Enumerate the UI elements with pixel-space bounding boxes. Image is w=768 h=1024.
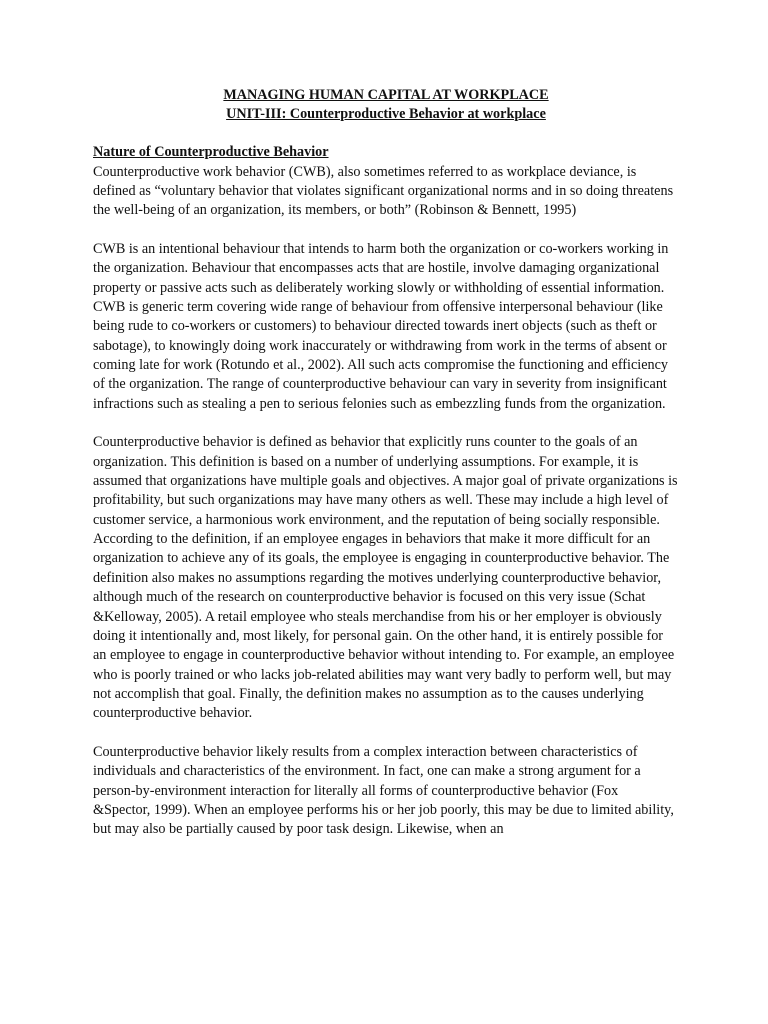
- document-title: MANAGING HUMAN CAPITAL AT WORKPLACE: [223, 87, 549, 103]
- section-heading: Nature of Counterproductive Behavior: [93, 144, 329, 161]
- paragraph-2: CWB is an intentional behaviour that intends to harm both the organization or co-workers working in the organization. Behaviour that encompasses acts that are hostile, involve damaging organizational property or passive acts such as deliberately working slowly or withholding of essential information. CWB is generic term covering wide range of behaviour from offensive interpersonal behaviour (like being rude to co-workers or customers) to behaviour directed towards inert objects (such as theft or sabotage), to knowingly doing work inaccurately or withdrawing from work in the terms of absent or coming late for work (Rotundo et al., 2002). All such acts compromise the functioning and efficiency of the organization. The range of counterproductive behaviour can vary in severity from insignificant infractions such as stealing a pen to serious felonies such as embezzling funds from the organization.: [93, 240, 669, 412]
- paragraph-1: Counterproductive work behavior (CWB), also sometimes referred to as workplace deviance, is defined as “voluntary behavior that violates significant organizational norms and in so doing threatens the well-being of an organization, its members, or both” (Robinson & Bennett, 1995): [93, 163, 674, 219]
- paragraph-4: Counterproductive behavior likely results from a complex interaction between characteristics of individuals and characteristics of the environment. In fact, one can make a strong argument for a person-by-environment interaction for literally all forms of counterproductive behavior (Fox &Spector, 1999). When an employee performs his or her job poorly, this may be due to limited ability, but may also be partially caused by poor task design. Likewise, when an: [93, 743, 674, 838]
- paragraph-3: Counterproductive behavior is defined as behavior that explicitly runs counter to the goals of an organization. This definition is based on a number of underlying assumptions. For example, it is assumed that organizations have multiple goals and objectives. A major goal of private organizations is profitability, but such organizations may have many others as well. These may include a high level of customer service, a harmonious work environment, and the reputation of being socially responsible. According to the definition, if an employee engages in behaviors that make it more difficult for an organization to achieve any of its goals, the employee is engaging in counterproductive behavior. The definition also makes no assumptions regarding the motives underlying counterproductive behavior, although much of the research on counterproductive behavior is focused on this very issue (Schat &Kelloway, 2005). A retail employee who steals merchandise from his or her employer is obviously doing it intentionally and, most likely, for personal gain. On the other hand, it is entirely possible for an employee to engage in counterproductive behavior without intending to. For example, an employee who is poorly trained or who lacks job-related abilities may want very badly to perform well, but may not accomplish that goal. Finally, the definition makes no assumption as to the causes underlying counterproductive behavior.: [93, 434, 678, 722]
- document-page: [93, 86, 679, 859]
- unit-title: UNIT-III: Counterproductive Behavior at workplace: [226, 106, 546, 123]
